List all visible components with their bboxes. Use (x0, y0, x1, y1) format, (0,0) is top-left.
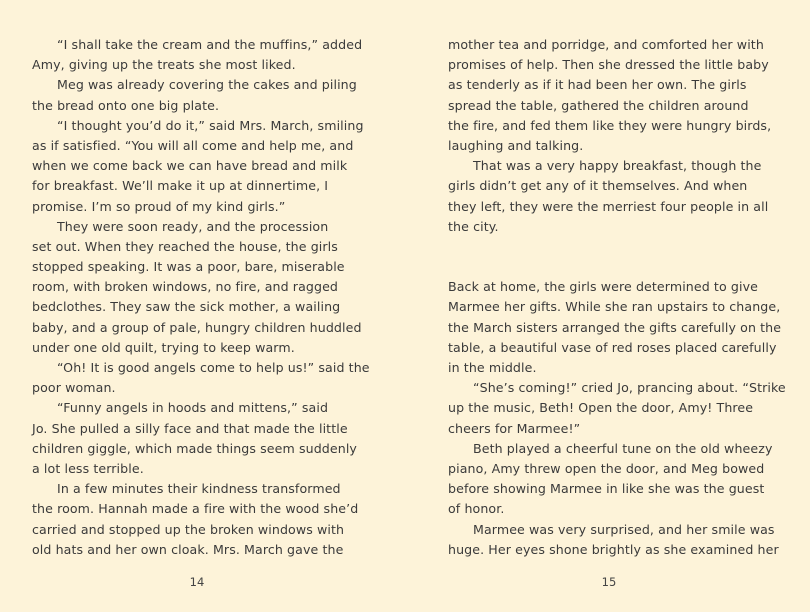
text-line: bedclothes. They saw the sick mother, a wailing (32, 299, 341, 315)
text-line: as if satisfied. “You will all come and help me, and (32, 137, 354, 153)
text-line: Jo. She pulled a silly face and that made the little (32, 420, 348, 436)
text-line: for breakfast. We’ll make it up at dinnertime, I (32, 178, 329, 194)
text-line: They were soon ready, and the procession (57, 218, 329, 234)
text-line: “She’s coming!” cried Jo, prancing about. “Strike (473, 380, 786, 396)
text-line: promises of help. Then she dressed the little baby (448, 57, 769, 73)
text-line: promise. I’m so proud of my kind girls.” (32, 198, 286, 214)
page-number-left: 14 (189, 575, 205, 589)
text-line: Marmee her gifts. While she ran upstairs to change, (448, 299, 781, 315)
text-line: Meg was already covering the cakes and piling (57, 77, 357, 93)
text-line: piano, Amy threw open the door, and Meg bowed (448, 460, 765, 476)
text-line: poor woman. (32, 380, 116, 396)
text-line: children giggle, which made things seem suddenly (32, 440, 357, 456)
text-line: Back at home, the girls were determined to give (448, 279, 758, 295)
text-line: under one old quilt, trying to keep warm. (32, 339, 295, 355)
text-line: in the middle. (448, 360, 537, 376)
text-line: a lot less terrible. (32, 460, 144, 476)
text-line: huge. Her eyes shone brightly as she examined her (448, 541, 779, 557)
text-line: Marmee was very surprised, and her smile was (473, 521, 775, 537)
text-line: “I thought you’d do it,” said Mrs. March, smiling (57, 117, 364, 133)
text-line: mother tea and porridge, and comforted her with (448, 37, 764, 52)
text-line: they left, they were the merriest four people in all (448, 198, 769, 214)
text-line: That was a very happy breakfast, though the (473, 158, 762, 174)
text-line: “Oh! It is good angels come to help us!” said the (57, 360, 370, 375)
text-line: the fire, and fed them like they were hungry birds, (448, 117, 772, 133)
text-line: as tenderly as if it had been her own. The girls (448, 77, 747, 93)
text-line: table, a beautiful vase of red roses placed carefully (448, 339, 777, 355)
left-page-text (32, 35, 372, 560)
text-line: In a few minutes their kindness transformed (57, 481, 341, 497)
text-line: the bread onto one big plate. (32, 97, 220, 113)
text-line: of honor. (448, 501, 505, 517)
text-line: “I shall take the cream and the muffins,” added (57, 37, 363, 52)
text-line: cheers for Marmee!” (448, 420, 581, 436)
text-line: “Funny angels in hoods and mittens,” said (57, 400, 329, 416)
text-line: up the music, Beth! Open the door, Amy! Three (448, 400, 754, 416)
text-line: Amy, giving up the treats she most liked. (32, 57, 296, 73)
page-number-right: 15 (601, 575, 617, 589)
section-break (448, 237, 788, 277)
text-line: the March sisters arranged the gifts carefully on the (448, 319, 782, 335)
right-page-text (448, 35, 788, 560)
text-line: when we come back we can have bread and milk (32, 158, 348, 174)
text-line: carried and stopped up the broken windows with (32, 521, 345, 537)
text-line: set out. When they reached the house, the girls (32, 238, 338, 254)
text-line: old hats and her own cloak. Mrs. March gave the (32, 541, 344, 557)
text-line: Beth played a cheerful tune on the old wheezy (473, 440, 773, 456)
text-line: room, with broken windows, no fire, and ragged (32, 279, 339, 295)
text-line: the city. (448, 218, 499, 234)
text-line: girls didn’t get any of it themselves. And when (448, 178, 748, 194)
text-line: before showing Marmee in like she was the guest (448, 481, 765, 497)
text-line: the room. Hannah made a fire with the wood she’d (32, 501, 359, 517)
text-line: baby, and a group of pale, hungry children huddled (32, 319, 362, 335)
text-line: laughing and talking. (448, 137, 584, 153)
text-line: spread the table, gathered the children around (448, 97, 749, 113)
text-line: stopped speaking. It was a poor, bare, miserable (32, 259, 345, 275)
